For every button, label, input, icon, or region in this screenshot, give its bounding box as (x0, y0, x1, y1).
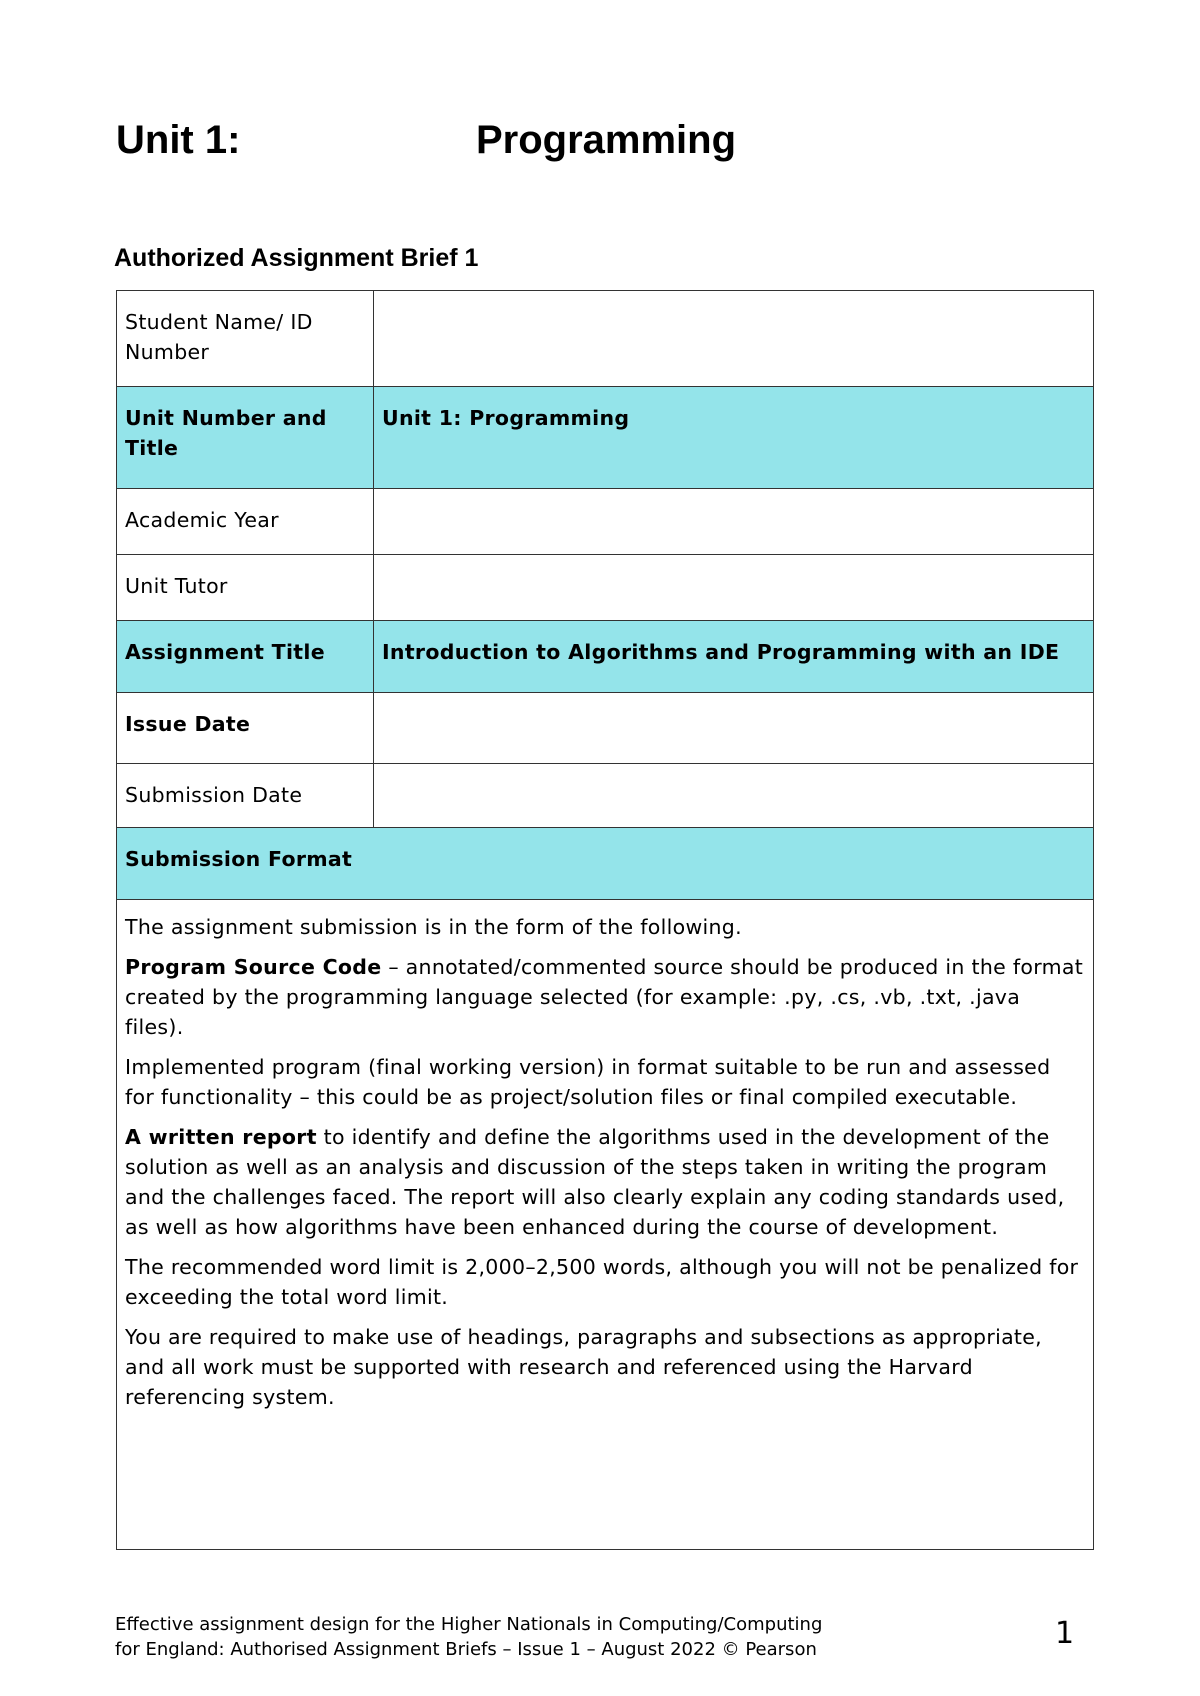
paragraph: You are required to make use of headings, paragraphs and subsections as appropriate, and all work must be supported with research and referenced using the Harvard referencing system. (125, 1325, 1042, 1409)
row-value (374, 764, 1094, 828)
table-row (117, 693, 1094, 764)
table-row (117, 555, 1094, 621)
table-row (117, 291, 1094, 387)
row-value: Unit 1: Programming (374, 387, 1094, 489)
footer-line: for England: Authorised Assignment Briefs – Issue 1 – August 2022 © Pearson (115, 1639, 817, 1660)
table-row (117, 387, 1094, 489)
table-row (117, 764, 1094, 828)
row-value (374, 489, 1094, 555)
row-label: Submission Date (117, 764, 374, 828)
row-value: Introduction to Algorithms and Programming with an IDE (374, 621, 1094, 693)
row-label: Assignment Title (117, 621, 374, 693)
submission-format-content (117, 900, 1094, 1550)
row-label: Unit Number and Title (117, 387, 374, 489)
row-value (374, 693, 1094, 764)
unit-name: Programming (476, 118, 737, 162)
page-title (116, 118, 737, 163)
bold-lead: Program Source Code (125, 955, 382, 979)
row-label: Unit Tutor (117, 555, 374, 621)
row-label: Student Name/ ID Number (117, 291, 374, 387)
page-number: 1 (1055, 1616, 1075, 1651)
paragraph (125, 1122, 1085, 1242)
table-row (117, 489, 1094, 555)
brief-subtitle: Authorized Assignment Brief 1 (114, 244, 479, 272)
section-heading: Submission Format (117, 828, 1094, 900)
row-label: Academic Year (117, 489, 374, 555)
bold-lead: A written report (125, 1125, 317, 1149)
unit-label: Unit 1: (116, 118, 241, 162)
table-row (117, 828, 1094, 900)
paragraph (125, 952, 1085, 1042)
table-row (117, 621, 1094, 693)
footer (115, 1612, 822, 1662)
paragraph-text: to identify and define the algorithms used in the development of the solution as well as an analysis and discussion of the steps taken in writing the program and the challenges faced. The report will also clearly explain any coding standards used, as well as how algorithms have been enhanced during the course of development. (125, 1125, 1065, 1239)
paragraph: The recommended word limit is 2,000–2,500 words, although you will not be penalized for exceeding the total word limit. (125, 1255, 1079, 1309)
footer-line: Effective assignment design for the Higher Nationals in Computing/Computing (115, 1614, 823, 1635)
row-value (374, 555, 1094, 621)
intro-text: The assignment submission is in the form of the following. (125, 915, 742, 939)
paragraph-text: – annotated/commented source should be produced in the format created by the programming language selected (for example: .py, .cs, .vb, .txt, .java files). (125, 955, 1084, 1039)
row-value (374, 291, 1094, 387)
assignment-table (116, 290, 1094, 1550)
row-label: Issue Date (117, 693, 374, 764)
paragraph: Implemented program (final working version) in format suitable to be run and assessed for functionality – this could be as project/solution files or final compiled executable. (125, 1055, 1051, 1109)
